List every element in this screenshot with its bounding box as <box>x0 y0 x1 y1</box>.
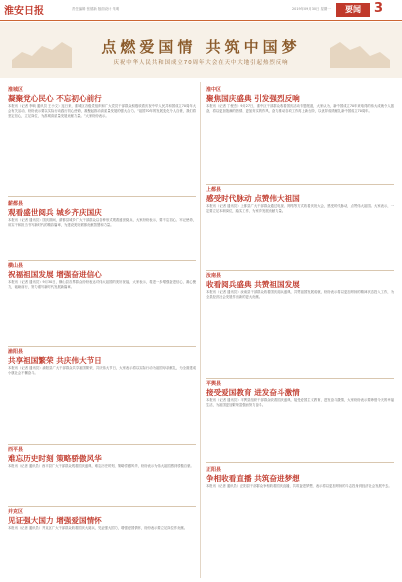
article-headline: 凝聚党心民心 不忘初心前行 <box>8 94 102 103</box>
article-yuyang <box>8 348 196 446</box>
article-body: 本报讯（记者 通讯员）平舆县组织干部群众收看国庆盛典，接受爱国主义教育，进发奋斗激情，大家纷纷表示要珍惜今天的幸福生活，为祖国更加繁荣富强而努力奋斗。 <box>206 398 394 408</box>
article-body: 本报讯（记者 通讯员）并克区广大干部群众收看国庆大阅兵，见证强大国力，增强爱国情怀，纷纷表示要立足岗位作贡献。 <box>8 526 188 530</box>
article-headline: 收看阅兵盛典 共赞祖国发展 <box>206 280 300 289</box>
editor-info: 责任编辑 张德新 版面设计 朱明 <box>72 7 120 11</box>
article-divider <box>8 506 196 507</box>
banner-subtitle: 庆祝中华人民共和国成立70周年大会在天中大地引起热烈反响 <box>113 60 289 66</box>
column-divider <box>200 82 201 578</box>
article-body: 本报讯（记者 通讯员）西平县广大干部群众观看国庆盛典，难忘历史时刻，策略骄傲风华，纷纷表示为伟大祖国感到骄傲自豪。 <box>8 464 194 468</box>
article-body: 本报讯（记者 通讯员）正阳县干部群众争相收看国庆直播，共筑奋进梦想，表示将以更加昂扬的斗志投身到经济社会发展中去。 <box>206 484 392 488</box>
article-xiping <box>8 446 196 510</box>
article-headline: 共享祖国繁荣 共庆伟大节日 <box>8 356 102 365</box>
article-headline: 争相收看直播 共筑奋进梦想 <box>206 474 300 483</box>
article-body: 本报讯（记者 通讯员）国庆期间，薪都县城乡广大干部群众以各种形式观看盛世阅兵，大家纷纷表示，要不忘初心、牢记使命，用实干和担当书写新时代的精彩篇章，为建设美好薪都贡献智慧和力量。 <box>8 218 196 228</box>
article-xindu <box>8 200 196 264</box>
article-district: 汝南县 <box>206 273 222 279</box>
article-body: 本报讯（记者 通讯员）9月30日，横山县各界群众纷纷表达对伟大祖国的美好祝福，大家表示，将进一步增强奋进信心，凝心聚力，砥砺前行，努力谱写新时代发展新篇章。 <box>8 280 196 290</box>
article-zhengyang <box>206 466 394 580</box>
article-district: 淮城区 <box>8 87 24 93</box>
article-headline: 接受爱国教育 进发奋斗激情 <box>206 388 300 397</box>
article-headline: 聚焦国庆盛典 引发强烈反响 <box>206 94 300 103</box>
article-district: 上都县 <box>206 187 222 193</box>
article-body: 本报讯（记者 通讯员）汝南县干部群众收看国庆阅兵盛典，共赞祖国发展成就，纷纷表示将以更加昂扬的精神状态投入工作，为全县经济社会发展作出新的更大贡献。 <box>206 290 394 300</box>
article-huaicheng <box>8 86 196 192</box>
article-district: 平舆县 <box>206 381 222 387</box>
article-pingyu <box>206 380 394 466</box>
article-headline: 感受时代脉动 点赞伟大祖国 <box>206 194 300 203</box>
article-divider <box>8 196 196 197</box>
page-number: 3 <box>374 1 384 16</box>
article-body: 本报讯（记者 通讯员）上都县广大干部群众通过电视、网络等方式收看庆祝大会，感受时代脉动，点赞伟大祖国。大家表示，一定要立足本职岗位，踏实工作，为家乡发展贡献力量。 <box>206 204 394 214</box>
article-district: 并克区 <box>8 509 24 515</box>
article-district: 渝阳县 <box>8 349 24 355</box>
article-body: 本报讯（记者 丁俊杰）9月27日，淮中区干部群众收看国庆活动专题报道，大家认为，新中国成立70年来取得的伟大成就令人振奋，将以更加饱满的热情、更加务实的作风，奋力推动各项工作再上新台阶，以优异成绩献礼新中国成立70周年。 <box>206 104 394 114</box>
article-headline: 难忘历史时刻 策略骄傲风华 <box>8 454 102 463</box>
article-headline: 见证强大国力 增强爱国情怀 <box>8 516 102 525</box>
newspaper-logo: 淮安日报 <box>4 6 44 17</box>
banner-title: 点燃爱国情 共筑中国梦 <box>101 38 301 56</box>
article-divider <box>206 378 394 379</box>
article-body: 本报讯（记者 通讯员）渝阳县广大干部群众共享祖国繁荣，共庆伟大节日，大家表示将以实际行动为祖国母亲献礼，为全面建成小康社会不懈奋斗。 <box>8 366 196 376</box>
article-divider <box>206 184 394 185</box>
article-hengshan <box>8 262 196 348</box>
issue-date: 2019年09月30日 星期一 <box>292 7 331 11</box>
article-runan <box>206 272 394 380</box>
article-district: 横山县 <box>8 263 24 269</box>
article-bingke <box>8 508 196 578</box>
section-tag: 要闻 <box>336 3 370 17</box>
article-divider <box>8 260 196 261</box>
article-divider <box>8 346 196 347</box>
article-headline: 祝福祖国发展 增强奋进信心 <box>8 270 102 279</box>
article-headline: 观看盛世阅兵 城乡齐庆国庆 <box>8 208 102 217</box>
article-huaizhong <box>206 86 394 192</box>
article-divider <box>206 270 394 271</box>
article-shangdu <box>206 186 394 272</box>
article-district: 薪都县 <box>8 201 24 207</box>
article-body: 本报讯（记者 李响 通讯员 王小文）连日来，淮城区各级党组织和广大党员干部群众积极收看庆祝中华人民共和国成立70周年大会有关活动，纷纷表示要以实际行动践行初心使命，凝聚起推动高质量发展的强大合力。“祖国70年的发展变化令人自豪，我们将坚定信心，立足岗位，为淮城高质量发展贡献力量。”大家纷纷表示。 <box>8 104 196 119</box>
article-district: 正阳县 <box>206 467 222 473</box>
article-divider <box>206 462 394 463</box>
article-divider <box>8 444 196 445</box>
article-district: 西平县 <box>8 447 24 453</box>
article-district: 淮中区 <box>206 87 222 93</box>
